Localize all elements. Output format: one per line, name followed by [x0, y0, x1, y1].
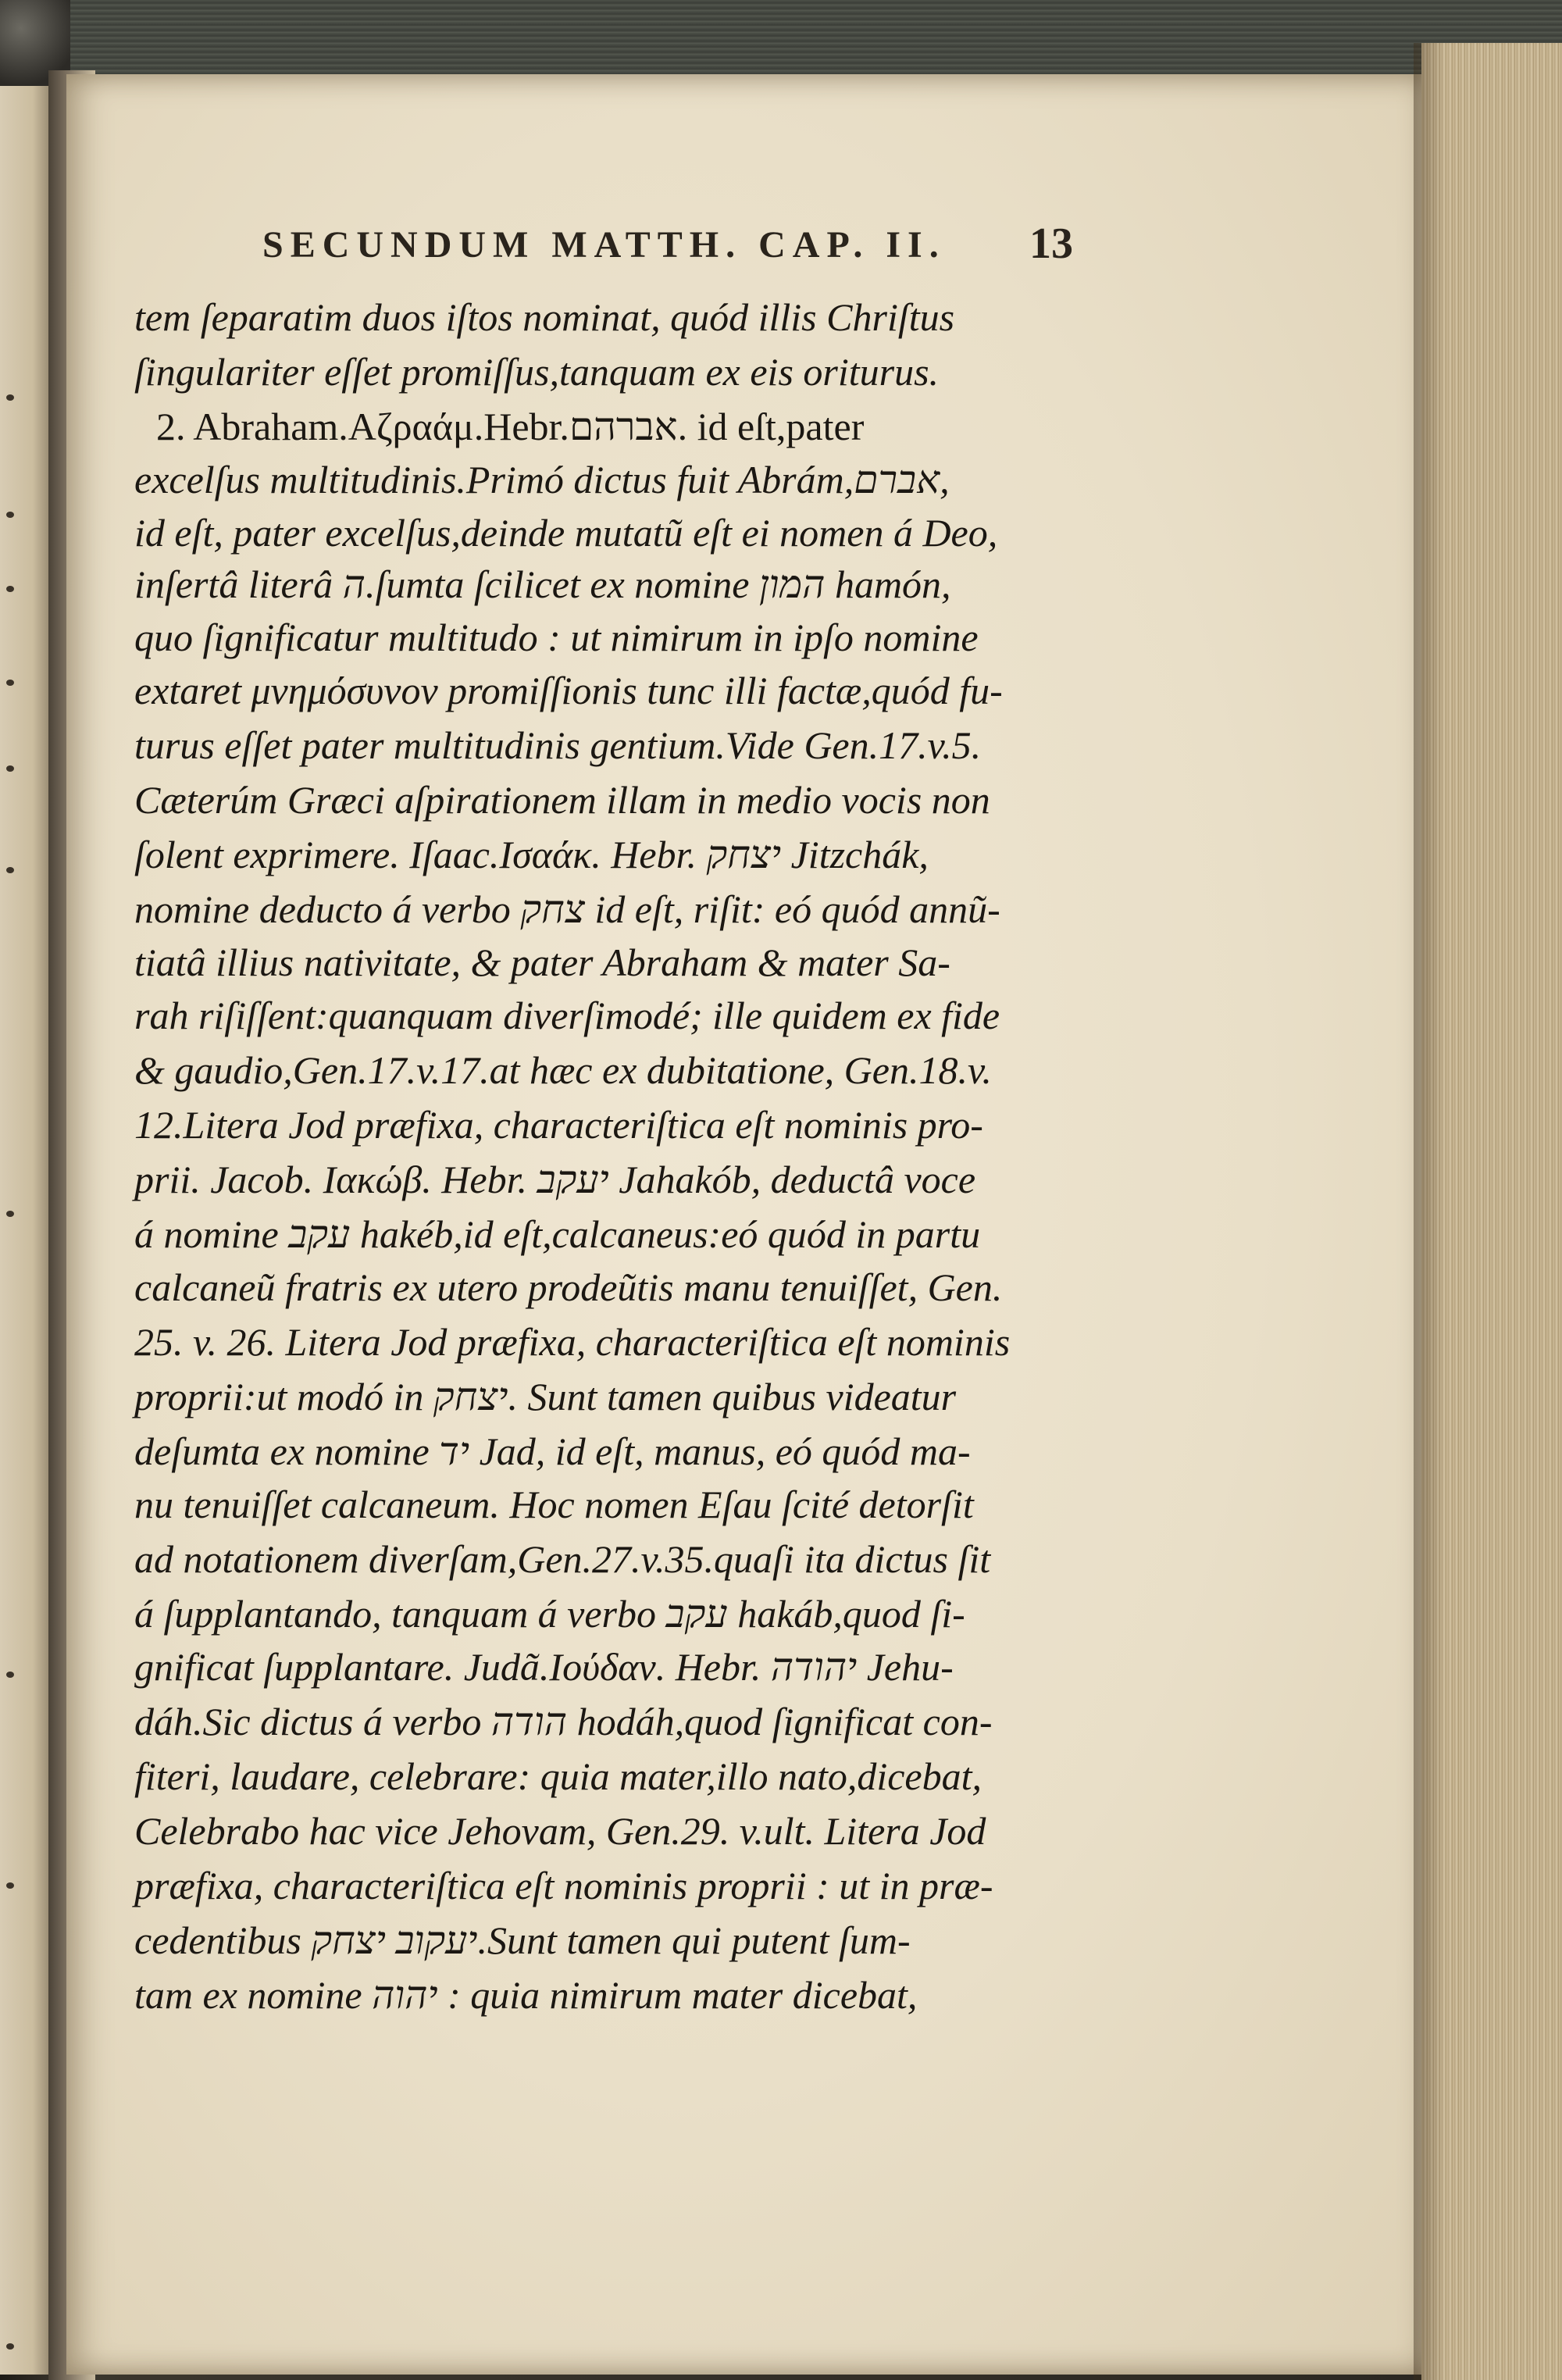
- text-line: tiatâ illius nativitate, & pater Abraham & mater Sa-: [134, 940, 950, 984]
- text-line: gnificat ſupplantare. Judã.Ιούδαν. Hebr. יהודה Jehu-: [134, 1645, 954, 1689]
- text-line: præfixa, characteriſtica eſt nominis proprii : ut in præ-: [134, 1864, 993, 1907]
- text-line: proprii:ut modó in יצחק. Sunt tamen quibus videatur: [134, 1375, 957, 1418]
- text-line: prii. Jacob. Ιακώβ. Hebr. יעקב Jahakób, deductâ voce: [134, 1158, 976, 1201]
- text-line: 25. v. 26. Litera Jod præfixa, characteriſtica eſt nominis: [134, 1320, 1011, 1364]
- text-line: fiteri, laudare, celebrare: quia mater,illo nato,dicebat,: [134, 1754, 982, 1798]
- text-line: inſertâ literâ ה.ſumta ſcilicet ex nomine המון hamón,: [134, 562, 951, 606]
- text-line: quo ſignificatur multitudo : ut nimirum in ipſo nomine: [134, 616, 979, 659]
- text-line: ſingulariter eſſet promiſſus,tanquam ex eis oriturus.: [134, 350, 940, 394]
- text-line: turus eſſet pater multitudinis gentium.Vide Gen.17.v.5.: [134, 723, 982, 767]
- text-line: ſolent exprimere. Iſaac.Ισαάκ. Hebr. יצחק Jitzchák,: [134, 833, 929, 876]
- text-line: nomine deducto á verbo צחק id eſt, riſit: eó quód annũ-: [134, 887, 1000, 931]
- running-head: SECUNDUM MATTH. CAP. II.: [262, 224, 946, 266]
- text-line: ad notationem diverſam,Gen.27.v.35.quaſi ita dictus ſit: [134, 1537, 991, 1581]
- text-line: nu tenuiſſet calcaneum. Hoc nomen Eſau ſcité detorſit: [134, 1483, 974, 1526]
- text-line: Celebrabo hac vice Jehovam, Gen.29. v.ult. Litera Jod: [134, 1809, 986, 1853]
- text-line: deſumta ex nomine יד Jad, id eſt, manus, eó quód ma-: [134, 1429, 971, 1473]
- text-line: cedentibus יעקוב יצחק.Sunt tamen qui putent ſum-: [134, 1918, 911, 1962]
- text-line: tem ſeparatim duos iſtos nominat, quód illis Chriſtus: [134, 295, 955, 339]
- text-line: 12.Litera Jod præfixa, characteriſtica eſt nominis pro-: [134, 1103, 983, 1147]
- text-line: rah riſiſſent:quanquam diverſimodé; ille quidem ex fide: [134, 994, 1000, 1037]
- text-line: Cæterúm Græci aſpirationem illam in medio vocis non: [134, 778, 990, 822]
- text-line: extaret μνημόσυνον promiſſionis tunc illi factæ,quód fu-: [134, 669, 1003, 712]
- text-line: á nomine עקב hakéb,id eſt,calcaneus:eó quód in partu: [134, 1212, 981, 1256]
- text-line: calcaneũ fratris ex utero prodeũtis manu tenuiſſet, Gen.: [134, 1265, 1003, 1309]
- text-line: 2. Abraham.Aζραάμ.Hebr.אברהם. id eſt,pater: [156, 405, 865, 448]
- text-line: excelſus multitudinis.Primó dictus fuit Abrám,אברם,: [134, 458, 950, 501]
- page-number: 13: [1029, 219, 1073, 268]
- text-line: & gaudio,Gen.17.v.17.at hæc ex dubitatione, Gen.18.v.: [134, 1048, 992, 1092]
- text-line: id eſt, pater excelſus,deinde mutatũ eſt ei nomen á Deo,: [134, 511, 998, 555]
- text-line: á ſupplantando, tanquam á verbo עקב hakáb,quod ſi-: [134, 1592, 965, 1636]
- text-line: tam ex nomine יהוה : quia nimirum mater dicebat,: [134, 1973, 918, 2017]
- text-line: dáh.Sic dictus á verbo הודה hodáh,quod ſignificat con-: [134, 1700, 993, 1743]
